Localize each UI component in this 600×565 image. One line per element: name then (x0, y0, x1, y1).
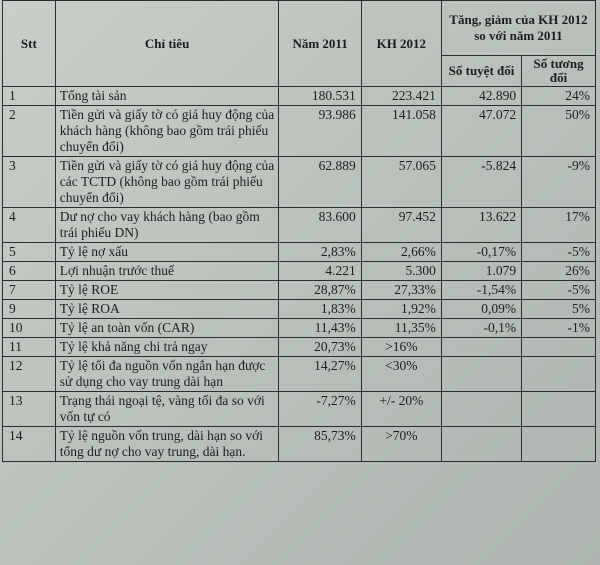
cell-nam-2011: -7,27% (279, 392, 361, 427)
table-row (3, 87, 596, 106)
header-stt: Stt (3, 1, 56, 87)
cell-so-tuong-doi: 5% (522, 300, 596, 319)
cell-so-tuong-doi: -1% (522, 319, 596, 338)
cell-chi-tieu: Tỷ lệ an toàn vốn (CAR) (55, 319, 279, 338)
cell-chi-tieu: Lợi nhuận trước thuế (55, 262, 279, 281)
cell-nam-2011: 14,27% (279, 357, 361, 392)
cell-nam-2011: 11,43% (279, 319, 361, 338)
cell-stt: 3 (3, 157, 56, 208)
cell-nam-2011: 20,73% (279, 338, 361, 357)
cell-so-tuyet-doi: -1,54% (441, 281, 521, 300)
header-change-group: Tăng, giảm của KH 2012 so với năm 2011 (441, 1, 595, 56)
cell-chi-tieu: Tỷ lệ ROE (55, 281, 279, 300)
cell-stt: 11 (3, 338, 56, 357)
header-kh-2012: KH 2012 (361, 1, 441, 87)
cell-so-tuyet-doi: -0,1% (441, 319, 521, 338)
cell-so-tuong-doi: -5% (522, 281, 596, 300)
header-so-tuyet-doi: Số tuyệt đối (441, 56, 521, 87)
table-row (3, 392, 596, 427)
cell-kh-2012: 1,92% (361, 300, 441, 319)
cell-nam-2011: 62.889 (279, 157, 361, 208)
cell-so-tuyet-doi: 1.079 (441, 262, 521, 281)
table-row (3, 208, 596, 243)
cell-so-tuyet-doi (441, 338, 521, 357)
cell-kh-2012: >16% (361, 338, 441, 357)
cell-so-tuong-doi: 50% (522, 106, 596, 157)
cell-so-tuyet-doi: 13.622 (441, 208, 521, 243)
cell-chi-tieu: Tỷ lệ nợ xấu (55, 243, 279, 262)
cell-chi-tieu: Tiền gửi và giấy tờ có giá huy động của các TCTD (không bao gồm trái phiếu chuyển đổi) (55, 157, 279, 208)
header-so-tuong-doi: Số tương đối (522, 56, 596, 87)
cell-chi-tieu: Tiền gửi và giấy tờ có giá huy động của khách hàng (không bao gồm trái phiếu chuyển đổi) (55, 106, 279, 157)
cell-chi-tieu: Tỷ lệ ROA (55, 300, 279, 319)
cell-chi-tieu: Tỷ lệ tối đa nguồn vốn ngắn hạn được sử dụng cho vay trung dài hạn (55, 357, 279, 392)
cell-stt: 1 (3, 87, 56, 106)
cell-chi-tieu: Tổng tài sản (55, 87, 279, 106)
cell-so-tuyet-doi: 47.072 (441, 106, 521, 157)
cell-stt: 14 (3, 427, 56, 462)
cell-kh-2012: >70% (361, 427, 441, 462)
cell-so-tuyet-doi: -0,17% (441, 243, 521, 262)
table-row (3, 262, 596, 281)
cell-kh-2012: 11,35% (361, 319, 441, 338)
cell-nam-2011: 83.600 (279, 208, 361, 243)
cell-so-tuong-doi (522, 427, 596, 462)
cell-stt: 6 (3, 262, 56, 281)
table-row (3, 157, 596, 208)
financial-targets-table (2, 0, 596, 462)
cell-so-tuyet-doi (441, 392, 521, 427)
cell-so-tuong-doi (522, 338, 596, 357)
table-row (3, 300, 596, 319)
cell-nam-2011: 93.986 (279, 106, 361, 157)
cell-kh-2012: 141.058 (361, 106, 441, 157)
cell-chi-tieu: Tỷ lệ khả năng chi trả ngay (55, 338, 279, 357)
table-row (3, 427, 596, 462)
table-row (3, 106, 596, 157)
cell-so-tuong-doi: -5% (522, 243, 596, 262)
cell-so-tuyet-doi: 42.890 (441, 87, 521, 106)
cell-so-tuyet-doi (441, 427, 521, 462)
table-row (3, 338, 596, 357)
table-row (3, 281, 596, 300)
cell-stt: 5 (3, 243, 56, 262)
cell-so-tuyet-doi (441, 357, 521, 392)
cell-nam-2011: 4.221 (279, 262, 361, 281)
cell-so-tuyet-doi: -5.824 (441, 157, 521, 208)
cell-kh-2012: 223.421 (361, 87, 441, 106)
cell-kh-2012: +/- 20% (361, 392, 441, 427)
cell-so-tuong-doi: 17% (522, 208, 596, 243)
table-row (3, 243, 596, 262)
cell-chi-tieu: Dư nợ cho vay khách hàng (bao gồm trái phiếu DN) (55, 208, 279, 243)
cell-kh-2012: <30% (361, 357, 441, 392)
cell-stt: 4 (3, 208, 56, 243)
cell-nam-2011: 85,73% (279, 427, 361, 462)
header-chi-tieu: Chỉ tiêu (55, 1, 279, 87)
cell-so-tuyet-doi: 0,09% (441, 300, 521, 319)
table-row (3, 357, 596, 392)
cell-stt: 13 (3, 392, 56, 427)
cell-stt: 9 (3, 300, 56, 319)
cell-kh-2012: 2,66% (361, 243, 441, 262)
cell-so-tuong-doi (522, 357, 596, 392)
cell-stt: 2 (3, 106, 56, 157)
cell-kh-2012: 57.065 (361, 157, 441, 208)
cell-kh-2012: 5.300 (361, 262, 441, 281)
cell-nam-2011: 2,83% (279, 243, 361, 262)
cell-kh-2012: 97.452 (361, 208, 441, 243)
cell-stt: 10 (3, 319, 56, 338)
cell-so-tuong-doi: -9% (522, 157, 596, 208)
cell-stt: 12 (3, 357, 56, 392)
header-nam-2011: Năm 2011 (279, 1, 361, 87)
cell-stt: 7 (3, 281, 56, 300)
cell-so-tuong-doi: 26% (522, 262, 596, 281)
cell-chi-tieu: Tỷ lệ nguồn vốn trung, dài hạn so với tổng dư nợ cho vay trung, dài hạn. (55, 427, 279, 462)
cell-kh-2012: 27,33% (361, 281, 441, 300)
cell-nam-2011: 28,87% (279, 281, 361, 300)
cell-chi-tieu: Trạng thái ngoại tệ, vàng tối đa so với vốn tự có (55, 392, 279, 427)
cell-nam-2011: 1,83% (279, 300, 361, 319)
cell-nam-2011: 180.531 (279, 87, 361, 106)
cell-so-tuong-doi (522, 392, 596, 427)
table-row (3, 319, 596, 338)
cell-so-tuong-doi: 24% (522, 87, 596, 106)
